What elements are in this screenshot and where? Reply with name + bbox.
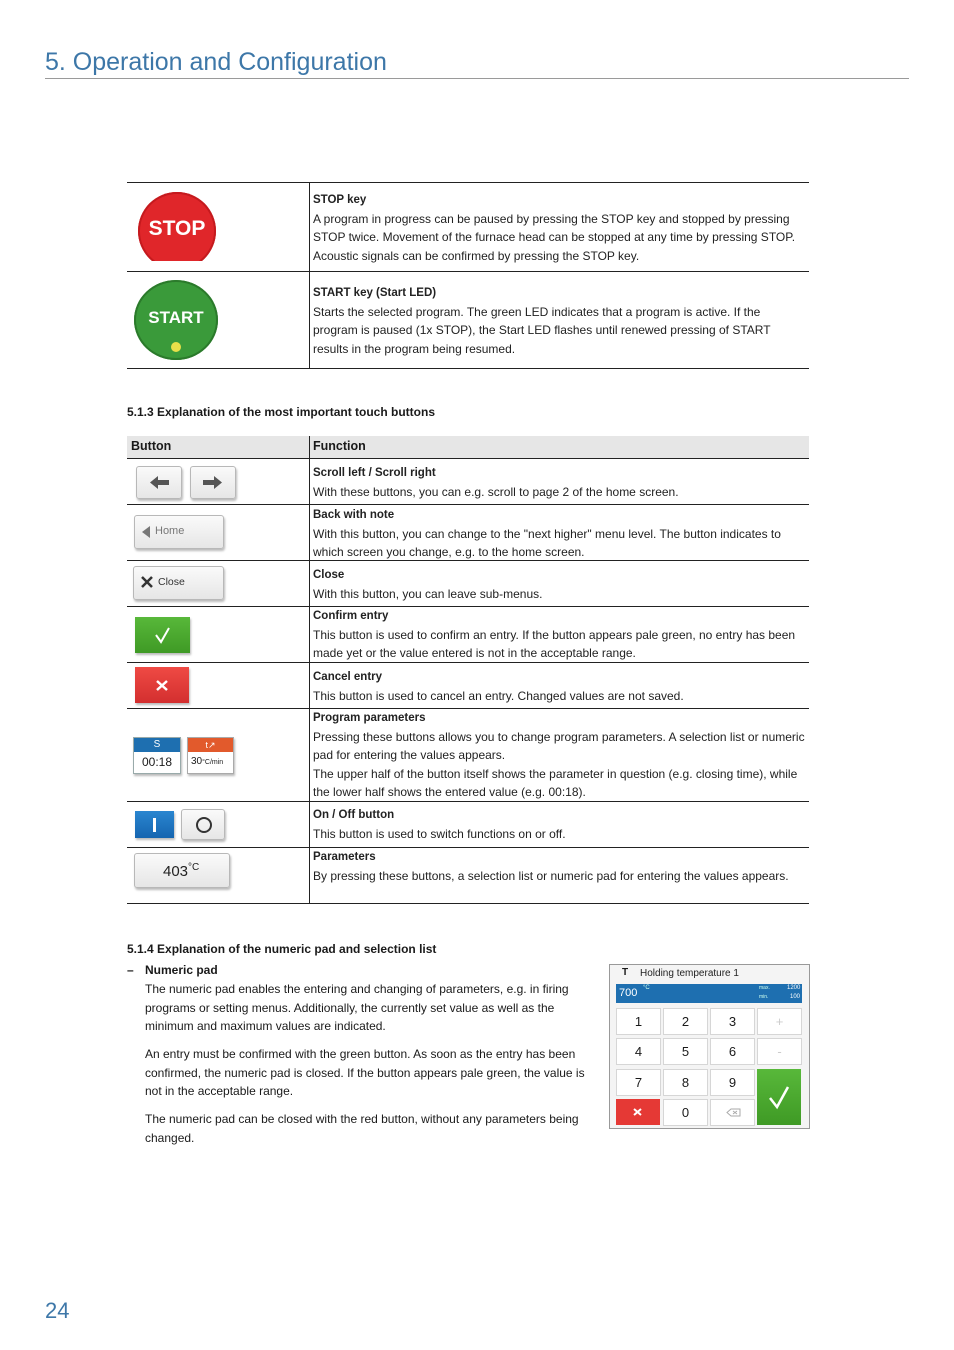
- row-text: With this button, you can leave sub-menus.: [313, 586, 543, 601]
- back-triangle-icon: [139, 516, 153, 548]
- row-title: STOP key: [313, 194, 367, 206]
- home-back-button[interactable]: [134, 515, 224, 549]
- cancel-button[interactable]: [135, 667, 189, 703]
- numpad-confirm-button[interactable]: [757, 1069, 801, 1125]
- row-text: A program in progress can be paused by pressing the STOP key and stopped by pressing STOP twice. Movement of the furnace head can be stopped at any time by pressing STOP. Acoustic signals can be confirmed by pressing the STOP key.: [313, 211, 796, 263]
- on-button[interactable]: [135, 811, 174, 838]
- row-title: Program parameters: [313, 712, 426, 724]
- table-rule: [127, 368, 809, 369]
- param-value: 30: [191, 756, 203, 767]
- col-button-header: Button: [131, 439, 172, 453]
- row-text: Pressing these buttons allows you to change program parameters. A selection list or numeric pad for entering the values appears.: [313, 729, 805, 762]
- closing-time-button[interactable]: [133, 737, 181, 774]
- table-rule: [127, 182, 809, 183]
- param-unit: °C: [188, 862, 200, 873]
- numpad-cancel-button[interactable]: [616, 1099, 660, 1125]
- row-title: Back with note: [313, 509, 395, 521]
- row-desc: [313, 607, 805, 663]
- scroll-right-button[interactable]: [190, 466, 236, 499]
- row-desc: [313, 848, 805, 885]
- current-value: 700: [619, 987, 638, 999]
- arrow-right-icon: [191, 467, 235, 498]
- row-desc: [313, 506, 805, 562]
- stop-key-desc: [313, 191, 805, 265]
- home-label: Home: [155, 525, 185, 537]
- chapter-rule: [45, 78, 909, 79]
- close-label: Close: [158, 576, 185, 588]
- row-title: Cancel entry: [313, 671, 383, 683]
- section-heading: 5.1.3 Explanation of the most important touch buttons: [127, 405, 436, 419]
- key-5[interactable]: 5: [663, 1038, 708, 1065]
- current-unit: °C: [643, 985, 650, 991]
- power-off-icon: [196, 817, 212, 833]
- table-divider: [309, 436, 310, 904]
- led-icon: [171, 342, 181, 352]
- max-label: max.: [759, 985, 770, 991]
- row-text: This button is used to confirm an entry. If the button appears pale green, no entry has been made yet or the value entered is not in the acceptable range.: [313, 627, 796, 660]
- scroll-left-button[interactable]: [136, 466, 182, 499]
- row-title: START key (Start LED): [313, 287, 437, 299]
- row-desc: [313, 709, 805, 802]
- row-text: With these buttons, you can e.g. scroll to page 2 of the home screen.: [313, 484, 679, 499]
- row-text: By pressing these buttons, a selection list or numeric pad for entering the values appears.: [313, 868, 789, 883]
- bullet-dash: –: [127, 963, 134, 977]
- backspace-icon: [711, 1100, 754, 1125]
- row-title: Scroll left / Scroll right: [313, 467, 436, 479]
- row-text: Starts the selected program. The green LED indicates that a program is active. If the program is paused (1x STOP), the Start LED flashes until renewed pressing of START results in the program being resumed.: [313, 304, 771, 356]
- row-title: On / Off button: [313, 809, 395, 821]
- stop-key-icon: [138, 192, 216, 261]
- row-title: Confirm entry: [313, 610, 389, 622]
- paragraph: The numeric pad enables the entering and changing of parameters, e.g. in firing programs or setting menus. Additionally, the currently set value as well as the minimum and maximum values are indicated.: [145, 982, 569, 1033]
- row-desc: [313, 566, 805, 603]
- checkmark-icon: [135, 617, 190, 653]
- off-button[interactable]: [181, 809, 225, 840]
- row-text: This button is used to switch functions on or off.: [313, 826, 566, 841]
- numpad-title: Holding temperature 1: [640, 968, 739, 979]
- cancel-x-icon: [135, 667, 189, 703]
- confirm-button[interactable]: [135, 617, 190, 653]
- close-x-icon: [139, 567, 159, 599]
- parameter-button[interactable]: [134, 853, 230, 888]
- close-button[interactable]: [133, 566, 224, 600]
- col-function-header: Function: [313, 439, 366, 453]
- row-desc: [313, 668, 805, 705]
- subheading: Numeric pad: [145, 963, 218, 977]
- max-value: 1200: [787, 985, 801, 991]
- param-value: 403: [163, 863, 189, 880]
- power-on-icon: [153, 818, 156, 832]
- stop-label: STOP: [148, 217, 206, 240]
- start-key-icon: [134, 280, 218, 360]
- key-plus[interactable]: +: [757, 1008, 802, 1035]
- row-text: This button is used to cancel an entry. Changed values are not saved.: [313, 688, 684, 703]
- key-9[interactable]: 9: [710, 1069, 755, 1096]
- table-rule: [127, 903, 809, 904]
- table-rule: [127, 458, 809, 459]
- start-label: START: [148, 308, 204, 327]
- heating-rate-button[interactable]: [187, 737, 234, 774]
- key-2[interactable]: 2: [663, 1008, 708, 1035]
- table-rule: [127, 271, 809, 272]
- cancel-x-icon: [616, 1099, 660, 1125]
- backspace-key[interactable]: [710, 1099, 755, 1126]
- chapter-title: 5. Operation and Configuration: [45, 48, 387, 76]
- param-label: S: [134, 738, 180, 752]
- row-text: With this button, you can change to the "next higher" menu level. The button indicates to which screen you change, e.g. to the home screen.: [313, 526, 781, 559]
- thermometer-icon: T: [622, 967, 629, 978]
- table-rule: [127, 504, 809, 505]
- section-heading: 5.1.4 Explanation of the numeric pad and selection list: [127, 942, 437, 956]
- key-0[interactable]: 0: [663, 1099, 708, 1126]
- table-header: [127, 436, 809, 458]
- min-value: 100: [790, 994, 801, 1000]
- min-label: min.: [759, 994, 769, 1000]
- numeric-pad-image: [609, 964, 810, 1129]
- param-label: t↗: [188, 738, 233, 752]
- paragraph: The numeric pad can be closed with the red button, without any parameters being changed.: [145, 1112, 579, 1145]
- paragraph: An entry must be confirmed with the green button. As soon as the entry has been confirmed, the numeric pad is closed. If the button appears pale green, the value is not in the acceptable range.: [145, 1047, 585, 1098]
- key-1[interactable]: 1: [616, 1008, 661, 1035]
- row-title: Parameters: [313, 851, 376, 863]
- key-6[interactable]: 6: [710, 1038, 755, 1065]
- arrow-left-icon: [137, 467, 181, 498]
- value-display: [616, 984, 802, 1003]
- key-7[interactable]: 7: [616, 1069, 661, 1096]
- row-title: Close: [313, 569, 345, 581]
- key-3[interactable]: 3: [710, 1008, 755, 1035]
- row-text: The upper half of the button itself shows the parameter in question (e.g. closing time), while the lower half shows the entered value (e.g. 00:18).: [313, 766, 798, 799]
- key-4[interactable]: 4: [616, 1038, 661, 1065]
- param-value: 00:18: [141, 755, 173, 769]
- page-number: 24: [45, 1298, 70, 1323]
- key-minus[interactable]: -: [757, 1038, 802, 1065]
- table-divider: [309, 182, 310, 369]
- row-desc: [313, 806, 805, 843]
- checkmark-icon: [757, 1069, 801, 1125]
- param-unit: °C/min: [202, 759, 224, 766]
- start-key-desc: [313, 284, 805, 358]
- key-8[interactable]: 8: [663, 1069, 708, 1096]
- row-desc: [313, 464, 805, 501]
